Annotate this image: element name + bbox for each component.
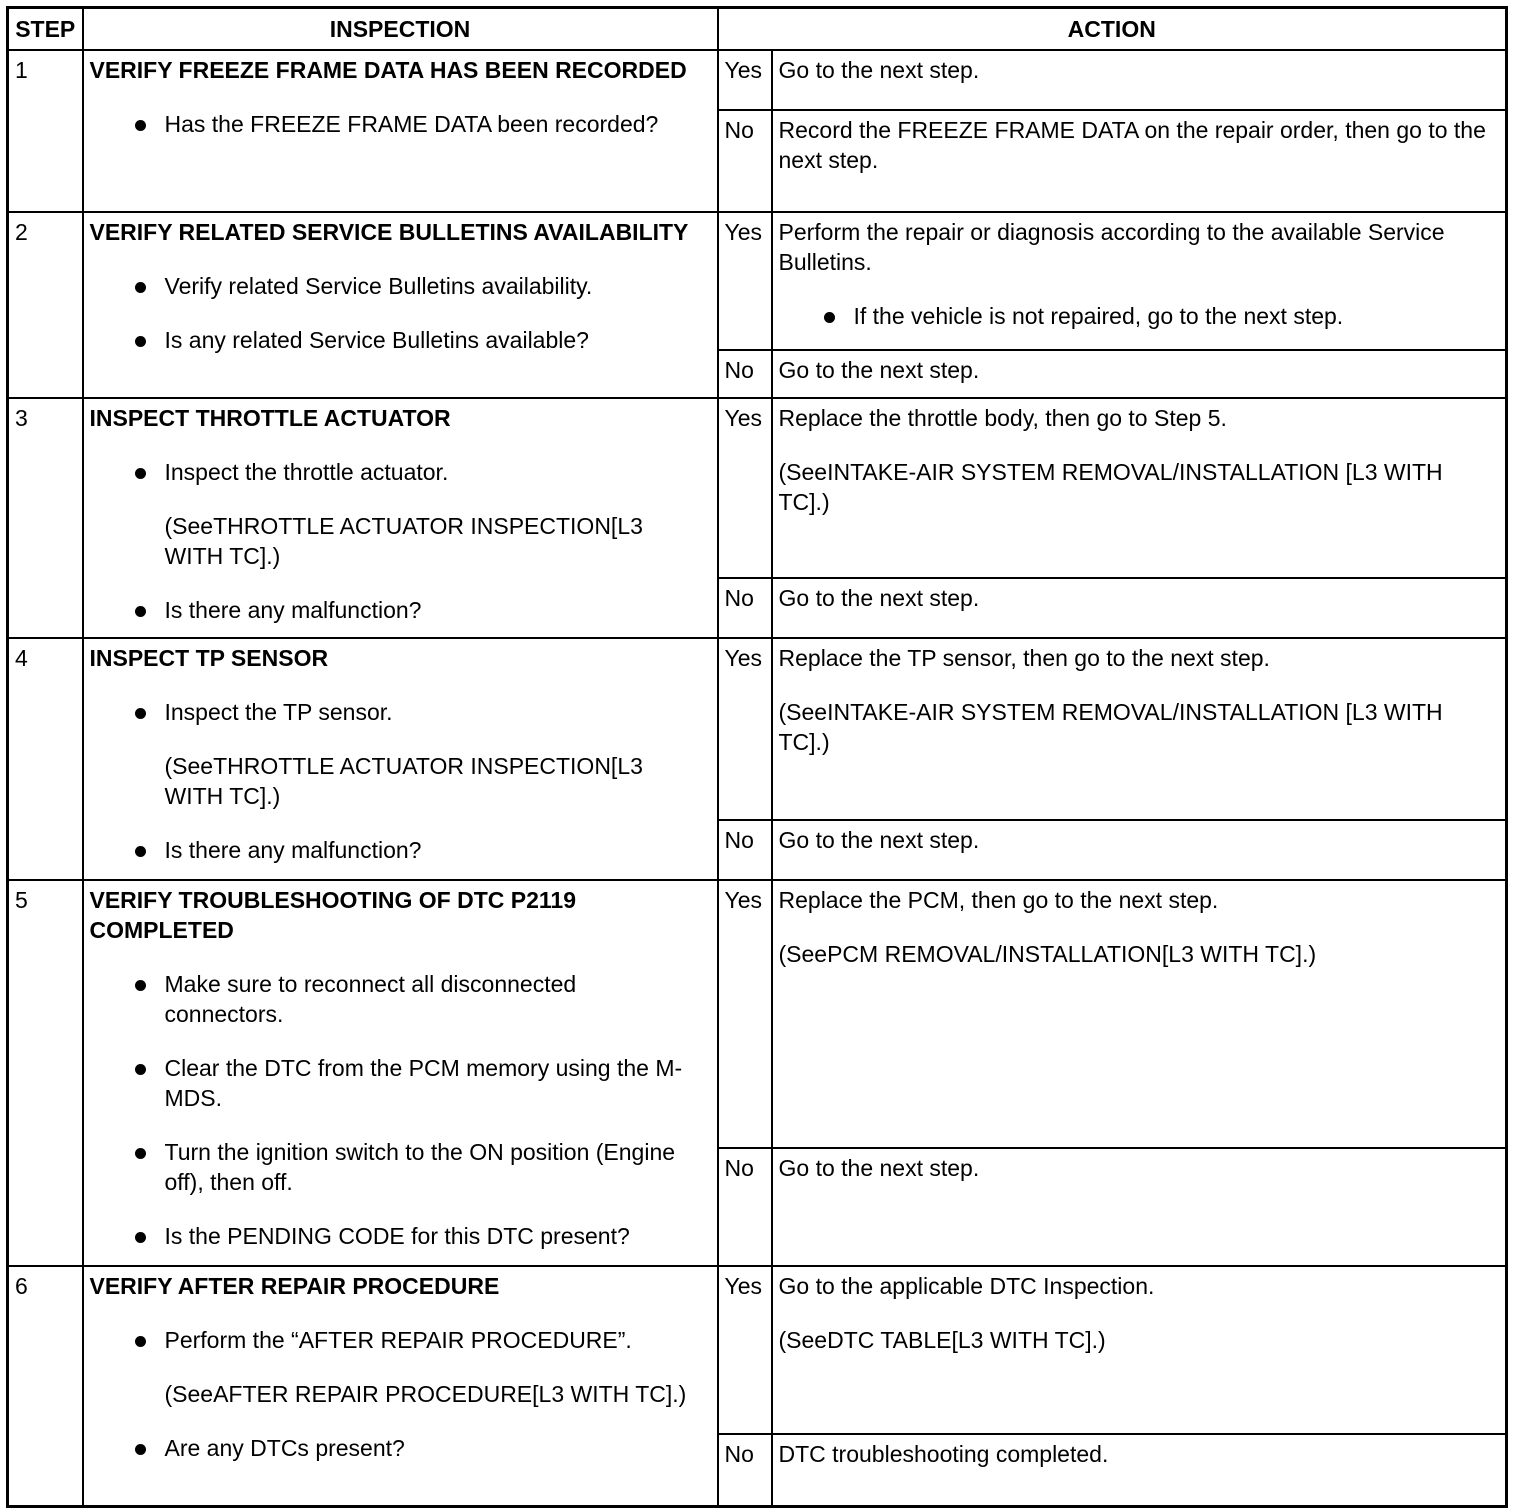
inspection-reference: (SeeAFTER REPAIR PROCEDURE[L3 WITH TC].) (164, 1381, 687, 1407)
inspection-bullet: Is any related Service Bulletins available? (90, 325, 691, 355)
action-column-header: ACTION (718, 8, 1507, 51)
step-number: 5 (8, 880, 83, 1266)
no-action-cell (772, 110, 1507, 212)
inspection-bullet: Make sure to reconnect all disconnected connectors. (90, 969, 691, 1029)
yes-label: Yes (718, 212, 772, 350)
table-row (8, 880, 1507, 1148)
no-label: No (718, 820, 772, 880)
yes-action-bullet: If the vehicle is not repaired, go to the next step. (779, 301, 1500, 331)
yes-label: Yes (718, 1266, 772, 1434)
inspection-bullet: Inspect the throttle actuator. (90, 457, 691, 487)
inspection-cell (83, 1266, 718, 1507)
inspection-column-header: INSPECTION (83, 8, 718, 51)
inspection-title: VERIFY AFTER REPAIR PROCEDURE (89, 1273, 500, 1299)
inspection-bullet: Perform the “AFTER REPAIR PROCEDURE”. (90, 1325, 691, 1355)
inspection-title: VERIFY FREEZE FRAME DATA HAS BEEN RECORDED (89, 57, 687, 83)
inspection-bullet: Inspect the TP sensor. (90, 697, 691, 727)
yes-label: Yes (718, 50, 772, 110)
no-action-cell (772, 350, 1507, 398)
no-action-text: DTC troubleshooting completed. (778, 1441, 1109, 1467)
table-row (8, 638, 1507, 820)
inspection-bullet: Turn the ignition switch to the ON position (Engine off), then off. (90, 1137, 691, 1197)
no-label: No (718, 110, 772, 212)
yes-action-cell (772, 398, 1507, 578)
table-row (8, 398, 1507, 578)
yes-action-reference: (SeeDTC TABLE[L3 WITH TC].) (778, 1327, 1106, 1353)
yes-label: Yes (718, 638, 772, 820)
no-label: No (718, 578, 772, 638)
inspection-bullet: Is there any malfunction? (90, 835, 691, 865)
no-action-cell (772, 1434, 1507, 1507)
inspection-title: VERIFY RELATED SERVICE BULLETINS AVAILABILITY (89, 219, 689, 245)
inspection-reference: (SeeTHROTTLE ACTUATOR INSPECTION[L3 WITH TC].) (164, 753, 643, 809)
inspection-bullet: Verify related Service Bulletins availability. (90, 271, 691, 301)
table-row (8, 212, 1507, 350)
no-label: No (718, 350, 772, 398)
yes-action-cell (772, 1266, 1507, 1434)
no-action-text: Go to the next step. (778, 357, 980, 383)
yes-label: Yes (718, 880, 772, 1148)
inspection-cell (83, 880, 718, 1266)
inspection-bullet: Is there any malfunction? (90, 595, 691, 625)
diagnostic-procedure-table (6, 6, 1508, 1508)
yes-action-text: Replace the throttle body, then go to Step 5. (778, 405, 1227, 431)
inspection-title: VERIFY TROUBLESHOOTING OF DTC P2119 COMPLETED (89, 887, 576, 943)
no-action-cell (772, 820, 1507, 880)
yes-action-text: Replace the TP sensor, then go to the next step. (778, 645, 1270, 671)
no-label: No (718, 1148, 772, 1266)
step-number: 2 (8, 212, 83, 398)
yes-action-cell (772, 638, 1507, 820)
no-label: No (718, 1434, 772, 1507)
inspection-bullet: Has the FREEZE FRAME DATA been recorded? (90, 109, 691, 139)
yes-label: Yes (718, 398, 772, 578)
no-action-text: Record the FREEZE FRAME DATA on the repair order, then go to the next step. (778, 117, 1486, 173)
table-row (8, 1266, 1507, 1434)
table-row (8, 50, 1507, 110)
step-number: 4 (8, 638, 83, 880)
inspection-cell (83, 398, 718, 638)
inspection-bullet: Is the PENDING CODE for this DTC present? (90, 1221, 691, 1251)
table-header-row (8, 8, 1507, 51)
yes-action-reference: (SeePCM REMOVAL/INSTALLATION[L3 WITH TC].) (778, 941, 1317, 967)
yes-action-text: Go to the applicable DTC Inspection. (778, 1273, 1155, 1299)
step-column-header: STEP (8, 8, 83, 51)
no-action-text: Go to the next step. (778, 1155, 980, 1181)
yes-action-cell (772, 880, 1507, 1148)
yes-action-text: Replace the PCM, then go to the next step. (778, 887, 1219, 913)
no-action-cell (772, 578, 1507, 638)
yes-action-text: Go to the next step. (778, 57, 980, 83)
no-action-cell (772, 1148, 1507, 1266)
yes-action-cell (772, 50, 1507, 110)
inspection-title: INSPECT TP SENSOR (89, 645, 329, 671)
inspection-title: INSPECT THROTTLE ACTUATOR (89, 405, 451, 431)
step-number: 6 (8, 1266, 83, 1507)
step-number: 3 (8, 398, 83, 638)
yes-action-reference: (SeeINTAKE-AIR SYSTEM REMOVAL/INSTALLATION [L3 WITH TC].) (778, 459, 1443, 515)
inspection-bullet: Clear the DTC from the PCM memory using the M-MDS. (90, 1053, 691, 1113)
no-action-text: Go to the next step. (778, 827, 980, 853)
yes-action-reference: (SeeINTAKE-AIR SYSTEM REMOVAL/INSTALLATION [L3 WITH TC].) (778, 699, 1443, 755)
inspection-bullet: Are any DTCs present? (90, 1433, 691, 1463)
inspection-cell (83, 638, 718, 880)
yes-action-cell (772, 212, 1507, 350)
step-number: 1 (8, 50, 83, 212)
yes-action-text: Perform the repair or diagnosis according to the available Service Bulletins. (778, 219, 1445, 275)
inspection-reference: (SeeTHROTTLE ACTUATOR INSPECTION[L3 WITH TC].) (164, 513, 643, 569)
inspection-cell (83, 212, 718, 398)
no-action-text: Go to the next step. (778, 585, 980, 611)
inspection-cell (83, 50, 718, 212)
